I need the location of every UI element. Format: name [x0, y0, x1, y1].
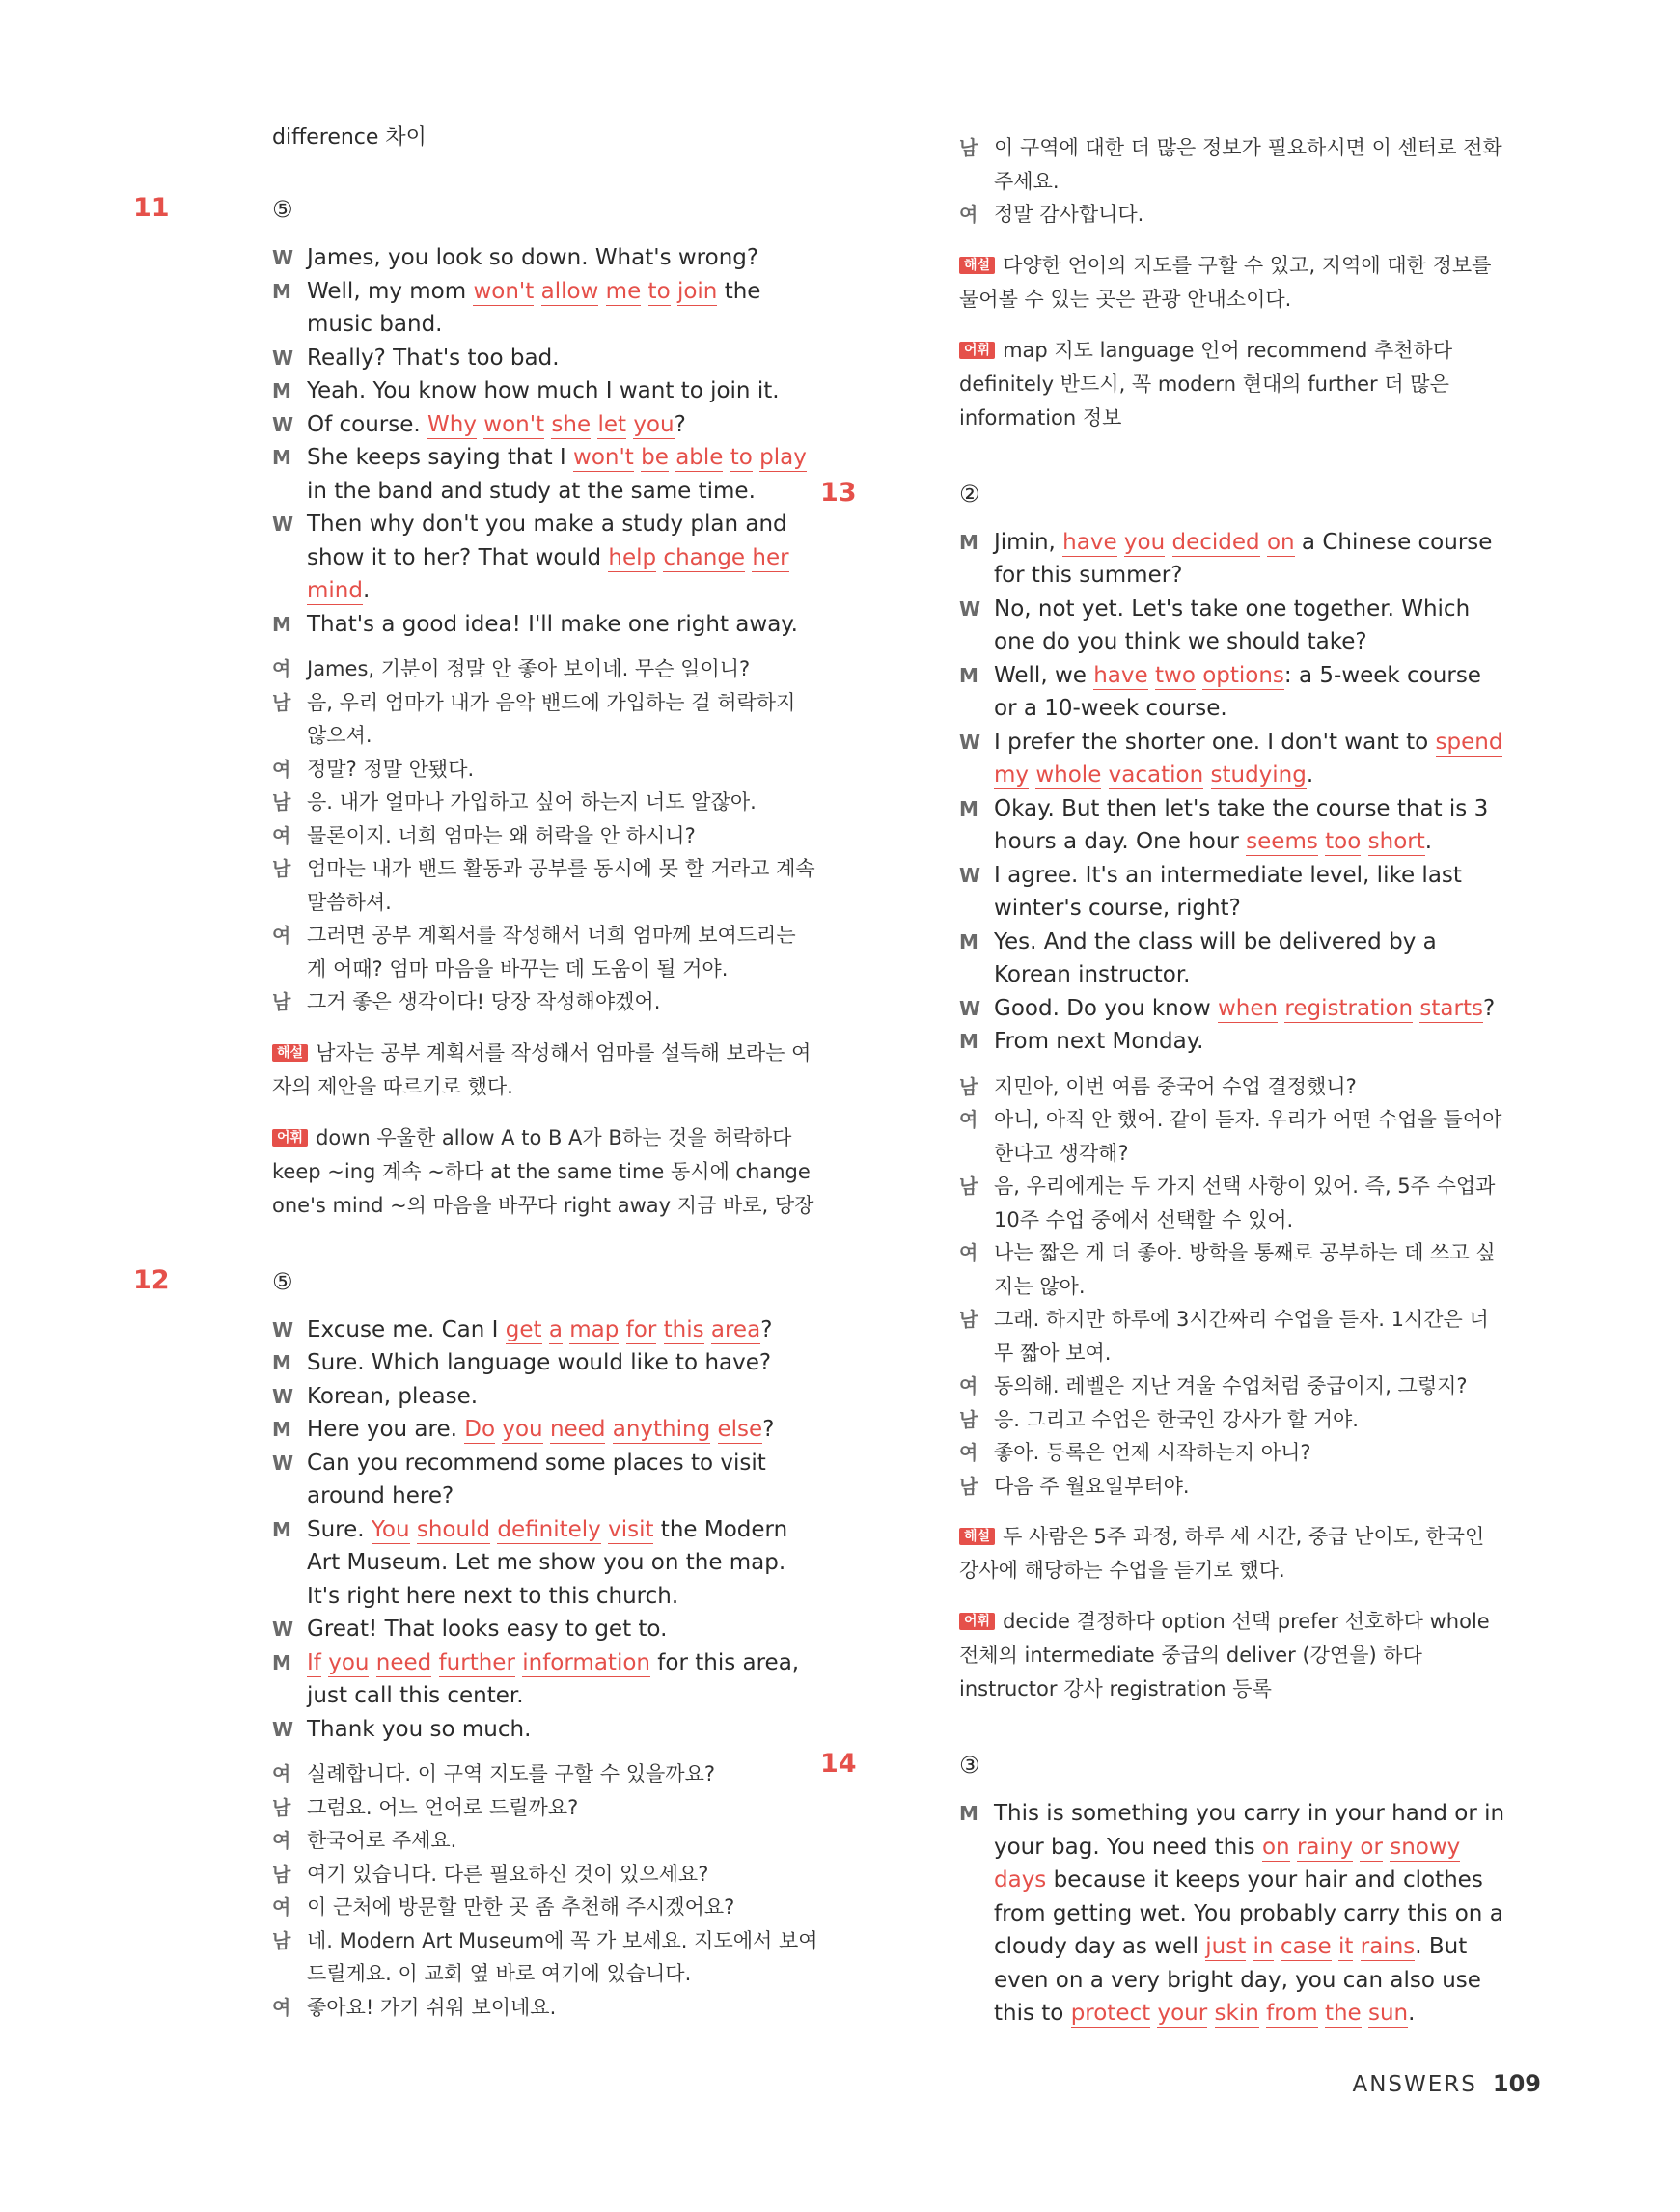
blank-answer: let	[597, 411, 626, 437]
speaker-label: M	[272, 279, 291, 303]
page-number: 109	[1492, 2070, 1541, 2097]
speaker-label: M	[959, 663, 978, 687]
speaker-label: W	[272, 346, 294, 370]
vocab-tag: 어휘	[959, 1613, 995, 1630]
answer-mark: ②	[959, 480, 980, 508]
translation-line	[272, 652, 820, 686]
blank-answer: to	[730, 445, 753, 470]
dialog-text: That's a good idea! I'll make one right away.	[307, 611, 798, 637]
speaker-label: M	[272, 379, 291, 402]
dialog-text: Well, my mom won't allow me to join the music band.	[307, 278, 761, 337]
dialog-korean	[272, 1757, 820, 2024]
dialog-text: Okay. But then let's take the course that is 3 hours a day. One hour seems too short.	[994, 795, 1489, 854]
translation-text: 이 구역에 대한 더 많은 정보가 필요하시면 이 센터로 전화 주세요.	[994, 136, 1502, 193]
dialog-korean	[272, 652, 820, 1019]
blank-answer: you	[328, 1649, 370, 1675]
speaker-label: 남	[959, 1407, 978, 1431]
translation-line	[959, 1436, 1507, 1470]
dialog-line	[959, 593, 1507, 659]
explanation-text: 다양한 언어의 지도를 구할 수 있고, 지역에 대한 정보를 물어볼 수 있는 곳은 관광 안내소이다.	[959, 253, 1492, 311]
dialog-text: Can you recommend some places to visit around here?	[307, 1450, 766, 1508]
dialog-line	[959, 859, 1507, 926]
vocabulary	[959, 334, 1507, 435]
blank-answer: days	[994, 1867, 1047, 1893]
translation-line	[272, 852, 820, 919]
speaker-label: W	[272, 512, 294, 536]
blank-answer: won't	[483, 411, 545, 437]
speaker-label: M	[272, 1351, 291, 1374]
blank-answer: have	[1093, 662, 1148, 688]
blank-answer: it	[1338, 1934, 1354, 1959]
blank-answer: Do	[464, 1417, 496, 1442]
translation-text: 그래. 하지만 하루에 3시간짜리 수업을 듣자. 1시간은 너무 짧아 보여.	[994, 1308, 1489, 1365]
speaker-label: W	[272, 1384, 294, 1408]
dialog-text: Great! That looks easy to get to.	[307, 1617, 668, 1642]
blank-answer: you	[1123, 529, 1166, 555]
translation-text: 좋아요! 가기 쉬워 보이네요.	[307, 1995, 557, 2019]
blank-answer: able	[675, 445, 724, 470]
speaker-label: W	[272, 1717, 294, 1741]
vocab-tag: 어휘	[959, 342, 995, 359]
blank-answer: get	[505, 1316, 542, 1342]
explanation-tag: 해설	[272, 1044, 308, 1062]
blank-answer: else	[717, 1417, 763, 1442]
translation-text: 네. Modern Art Museum에 꼭 가 보세요. 지도에서 보여드릴게요. 이 교회 옆 바로 여기에 있습니다.	[307, 1928, 818, 1985]
dialog-line	[959, 1797, 1507, 2031]
blank-answer: me	[605, 278, 642, 304]
blank-answer: visit	[608, 1516, 654, 1542]
dialog-text: Jimin, have you decided on a Chinese course for this summer?	[994, 529, 1493, 588]
speaker-label: 남	[272, 1795, 291, 1819]
dialog-line	[272, 508, 820, 608]
speaker-label: M	[959, 530, 978, 554]
page-footer	[1352, 2070, 1541, 2097]
translation-line	[272, 1757, 820, 1791]
translation-text: 정말? 정말 안됐다.	[307, 757, 475, 781]
speaker-label: 여	[959, 1374, 978, 1397]
speaker-label: M	[272, 612, 291, 636]
blank-answer: rainy	[1296, 1834, 1354, 1860]
speaker-label: W	[959, 596, 981, 621]
blank-answer: Why	[427, 411, 477, 437]
translation-line	[272, 786, 820, 819]
speaker-label: 남	[959, 1074, 978, 1098]
blank-answer: help	[608, 544, 657, 570]
translation-text: 응. 내가 얼마나 가입하고 싶어 하는지 너도 알잖아.	[307, 790, 757, 814]
answer-mark: ⑤	[272, 1267, 293, 1295]
dialog-korean	[959, 1070, 1507, 1504]
dialog-line	[272, 1713, 820, 1747]
dialog-text: Sure. You should definitely visit the Modern Art Museum. Let me show you on the map. It's right here next to this church.	[307, 1516, 788, 1609]
speaker-label: 여	[959, 1441, 978, 1464]
blank-answer: protect	[1070, 2001, 1151, 2026]
blank-answer: won't	[473, 278, 535, 304]
speaker-label: W	[959, 996, 981, 1020]
answer-mark: ⑤	[272, 196, 293, 223]
speaker-label: 여	[272, 1762, 291, 1785]
speaker-label: M	[959, 929, 978, 954]
blank-answer: need	[375, 1649, 432, 1675]
explanation-tag: 해설	[959, 257, 995, 274]
dialog-line	[959, 926, 1507, 992]
blank-answer: be	[641, 445, 669, 470]
dialog-text: This is something you carry in your hand or in your bag. You need this on rainy or snowy days because it keeps your hair and clothes from getting wet. You probably carry this on a cloudy day as well just in case it rains. But even on a very bright day, you can also use this to protect your skin from the sun.	[994, 1801, 1505, 2026]
blank-answer: short	[1367, 829, 1425, 854]
dialog-text: Yes. And the class will be delivered by a Korean instructor.	[994, 928, 1437, 987]
dialog-line	[272, 1613, 820, 1646]
speaker-label: M	[272, 1418, 291, 1441]
blank-answer: anything	[612, 1417, 711, 1442]
speaker-label: W	[959, 863, 981, 887]
translation-line	[959, 1369, 1507, 1403]
translation-text: James, 기분이 정말 안 좋아 보이네. 무슨 일이니?	[307, 657, 751, 680]
dialog-line	[272, 408, 820, 442]
blank-answer: when	[1217, 995, 1279, 1021]
blank-answer: she	[551, 411, 592, 437]
speaker-label: 여	[272, 1995, 291, 2019]
speaker-label: 남	[959, 1474, 978, 1498]
speaker-label: 여	[272, 823, 291, 847]
speaker-label: 남	[272, 990, 291, 1013]
blank-answer: on	[1266, 529, 1295, 555]
dialog-text: Good. Do you know when registration starts?	[994, 995, 1496, 1021]
dialog-text: James, you look so down. What's wrong?	[307, 245, 759, 270]
dialog-english	[272, 241, 820, 641]
blank-answer: sun	[1368, 2001, 1409, 2026]
vocab-text: decide 결정하다 option 선택 prefer 선호하다 whole 전체의 intermediate 중급의 deliver (강연을) 하다 instructor 강사 registration 등록	[959, 1610, 1490, 1700]
footer-label: ANSWERS	[1352, 2072, 1477, 2097]
speaker-label: M	[959, 796, 978, 820]
dialog-text: Then why don't you make a study plan and show it to her? That would help change her mind.	[307, 512, 789, 603]
dialog-text: Yeah. You know how much I want to join it.	[307, 378, 780, 403]
dialog-english	[272, 1313, 820, 1747]
blank-answer: in	[1253, 1934, 1274, 1959]
explanation-text: 남자는 공부 계획서를 작성해서 엄마를 설득해 보라는 여자의 제안을 따르기로 했다.	[272, 1040, 812, 1098]
speaker-label: W	[272, 1317, 294, 1341]
dialog-line	[272, 1346, 820, 1380]
translation-line	[272, 686, 820, 753]
left-column	[133, 122, 820, 2024]
question-12	[133, 1264, 820, 2025]
translation-text: 다음 주 월요일부터야.	[994, 1474, 1190, 1498]
dialog-line	[959, 792, 1507, 859]
speaker-label: W	[959, 730, 981, 754]
blank-answer: from	[1266, 2001, 1318, 2026]
explanation	[959, 249, 1507, 317]
dialog-english	[959, 1797, 1507, 2031]
translation-text: 엄마는 내가 밴드 활동과 공부를 동시에 못 할 거라고 계속 말씀하셔.	[307, 857, 815, 914]
blank-answer: starts	[1419, 995, 1483, 1021]
translation-text: 아니, 아직 안 했어. 같이 듣자. 우리가 어떤 수업을 들어야 한다고 생각해?	[994, 1108, 1502, 1165]
speaker-label: 여	[272, 924, 291, 947]
translation-text: 물론이지. 너희 엄마는 왜 허락을 안 하시니?	[307, 823, 696, 847]
dialog-english	[959, 526, 1507, 1059]
dialog-line	[959, 526, 1507, 593]
vocab-text: map 지도 language 언어 recommend 추천하다 definitely 반드시, 꼭 modern 현대의 further 더 많은 information 정보	[959, 338, 1453, 429]
dialog-line	[959, 992, 1507, 1026]
speaker-label: 남	[272, 1862, 291, 1886]
blank-answer: a	[548, 1316, 563, 1342]
translation-line	[959, 198, 1507, 232]
translation-line	[959, 131, 1507, 198]
blank-answer: too	[1325, 829, 1362, 854]
question-11	[133, 193, 820, 1223]
translation-text: 그럼요. 어느 언어로 드릴까요?	[307, 1795, 579, 1819]
right-column	[820, 131, 1507, 2031]
dialog-line	[272, 1413, 820, 1447]
blank-answer: spend	[1435, 729, 1503, 755]
blank-answer: to	[647, 278, 671, 304]
explanation-text: 두 사람은 5주 과정, 하루 세 시간, 중급 난이도, 한국인 강사에 해당하는 수업을 듣기로 했다.	[959, 1525, 1485, 1582]
translation-line	[959, 1303, 1507, 1369]
blank-answer: this	[663, 1316, 704, 1342]
translation-text: 음, 우리 엄마가 내가 음악 밴드에 가입하는 걸 허락하지 않으셔.	[307, 690, 796, 747]
blank-answer: the	[1324, 2001, 1362, 2026]
blank-answer: You	[371, 1516, 410, 1542]
dialog-text: Korean, please.	[307, 1383, 479, 1409]
blank-answer: vacation	[1108, 762, 1204, 788]
question-14	[820, 1749, 1507, 2031]
carryover-vocab: difference 차이	[272, 125, 427, 150]
translation-text: 응. 그리고 수업은 한국인 강사가 할 거야.	[994, 1407, 1359, 1431]
speaker-label: W	[272, 1451, 294, 1475]
blank-answer: case	[1280, 1934, 1332, 1959]
question-13	[820, 477, 1507, 1707]
blank-answer: have	[1062, 529, 1117, 555]
blank-answer: skin	[1214, 2001, 1259, 2026]
explanation-tag: 해설	[959, 1528, 995, 1545]
blank-answer: my	[994, 762, 1030, 788]
speaker-label: 남	[272, 790, 291, 814]
translation-text: 한국어로 주세요.	[307, 1829, 457, 1852]
blank-answer: registration	[1284, 995, 1414, 1021]
translation-line	[272, 819, 820, 853]
speaker-label: 남	[959, 136, 978, 159]
dialog-line	[272, 241, 820, 275]
dialog-text: From next Monday.	[994, 1029, 1204, 1054]
translation-line	[959, 1470, 1507, 1504]
vocabulary	[272, 1121, 820, 1223]
speaker-label: 여	[272, 657, 291, 680]
dialog-line	[272, 1646, 820, 1713]
speaker-label: W	[272, 1618, 294, 1641]
translation-text: 음, 우리에게는 두 가지 선택 사항이 있어. 즉, 5주 수업과 10주 수업 중에서 선택할 수 있어.	[994, 1175, 1496, 1231]
blank-answer: further	[438, 1649, 515, 1675]
dialog-text: Of course. Why won't she let you?	[307, 411, 686, 437]
speaker-label: 남	[959, 1308, 978, 1331]
blank-answer: her	[752, 544, 789, 570]
dialog-text: She keeps saying that I won't be able to play in the band and study at the same time.	[307, 445, 807, 504]
translation-text: 그거 좋은 생각이다! 당장 작성해야겠어.	[307, 990, 661, 1013]
dialog-line	[272, 608, 820, 642]
answer-mark: ③	[959, 1752, 980, 1779]
speaker-label: M	[272, 1650, 291, 1674]
blank-answer: need	[549, 1417, 606, 1442]
dialog-text: I prefer the shorter one. I don't want to spend my whole vacation studying.	[994, 729, 1503, 788]
blank-answer: rains	[1360, 1934, 1416, 1959]
translation-line	[272, 1891, 820, 1924]
blank-answer: If	[307, 1649, 321, 1675]
dialog-text: If you need further information for this area, just call this center.	[307, 1649, 800, 1708]
blank-answer: on	[1261, 1834, 1290, 1860]
blank-answer: two	[1154, 662, 1196, 688]
translation-text: 실례합니다. 이 구역 지도를 구할 수 있을까요?	[307, 1762, 716, 1785]
speaker-label: 남	[272, 857, 291, 880]
dialog-text: No, not yet. Let's take one together. Which one do you think we should take?	[994, 595, 1471, 654]
blank-answer: area	[710, 1316, 761, 1342]
blank-answer: your	[1157, 2001, 1208, 2026]
blank-answer: seems	[1246, 829, 1318, 854]
dialog-line	[272, 1380, 820, 1414]
blank-answer: should	[416, 1516, 491, 1542]
question-number: 14	[820, 1749, 857, 1779]
blank-answer: play	[759, 445, 807, 470]
blank-answer: snowy	[1390, 1834, 1461, 1860]
blank-answer: allow	[540, 278, 599, 304]
blank-answer: information	[522, 1649, 650, 1675]
blank-answer: you	[502, 1417, 543, 1442]
translation-text: 이 근처에 방문할 만한 곳 좀 추천해 주시겠어요?	[307, 1895, 735, 1919]
speaker-label: M	[959, 1802, 978, 1825]
question-number: 13	[820, 477, 857, 508]
translation-line	[959, 1403, 1507, 1437]
dialog-line	[272, 374, 820, 408]
speaker-label: 여	[272, 757, 291, 781]
blank-answer: just	[1205, 1934, 1247, 1959]
dialog-line	[272, 342, 820, 375]
vocab-tag: 어휘	[272, 1129, 308, 1147]
dialog-line	[272, 275, 820, 342]
speaker-label: 여	[959, 1241, 978, 1264]
speaker-label: 남	[959, 1175, 978, 1198]
blank-answer: decided	[1171, 529, 1260, 555]
dialog-line	[272, 1447, 820, 1513]
dialog-text: Sure. Which language would like to have?	[307, 1350, 772, 1375]
translation-text: 정말 감사합니다.	[994, 203, 1144, 226]
speaker-label: 남	[272, 1928, 291, 1952]
translation-line	[272, 1791, 820, 1825]
blank-answer: won't	[573, 445, 634, 470]
translation-line	[272, 1858, 820, 1892]
explanation	[272, 1037, 820, 1104]
blank-answer: whole	[1035, 762, 1102, 788]
dialog-text: Well, we have two options: a 5-week course or a 10-week course.	[994, 662, 1481, 721]
dialog-text: Thank you so much.	[307, 1716, 532, 1742]
translation-line	[272, 1924, 820, 1991]
translation-line	[959, 1070, 1507, 1104]
translation-line	[272, 985, 820, 1019]
speaker-label: M	[272, 1517, 291, 1541]
speaker-label: 여	[272, 1895, 291, 1919]
speaker-label: 여	[272, 1829, 291, 1852]
translation-line	[272, 1991, 820, 2025]
speaker-label: W	[272, 246, 294, 269]
blank-answer: mind	[307, 578, 363, 603]
dialog-line	[272, 1313, 820, 1347]
dialog-line	[959, 726, 1507, 792]
translation-text: 동의해. 레벨은 지난 겨울 수업처럼 중급이지, 그렇지?	[994, 1374, 1468, 1397]
dialog-text: Really? That's too bad.	[307, 345, 560, 371]
dialog-text: Here you are. Do you need anything else?	[307, 1417, 775, 1442]
blank-answer: map	[569, 1316, 620, 1342]
translation-text: 그러면 공부 계획서를 작성해서 너희 엄마께 보여드리는 게 어때? 엄마 마음을 바꾸는 데 도움이 될 거야.	[307, 924, 796, 981]
question-number: 11	[133, 193, 170, 223]
blank-answer: or	[1360, 1834, 1383, 1860]
dialog-line	[272, 1513, 820, 1614]
translation-text: 지민아, 이번 여름 중국어 수업 결정했니?	[994, 1074, 1357, 1098]
explanation	[959, 1520, 1507, 1588]
dialog-text: I agree. It's an intermediate level, like last winter's course, right?	[994, 862, 1462, 921]
speaker-label: M	[959, 1030, 978, 1053]
vocab-text: down 우울한 allow A to B A가 B하는 것을 허락하다 keep ~ing 계속 ~하다 at the same time 동시에 change one's mind ~의 마음을 바꾸다 right away 지금 바로, 당장	[272, 1125, 814, 1217]
translation-line	[959, 1170, 1507, 1236]
translation-text: 여기 있습니다. 다른 필요하신 것이 있으세요?	[307, 1862, 709, 1886]
speaker-label: 남	[272, 690, 291, 714]
dialog-text: Excuse me. Can I get a map for this area?	[307, 1316, 773, 1342]
translation-line	[272, 1824, 820, 1858]
translation-line	[272, 919, 820, 985]
speaker-label: 여	[959, 203, 978, 226]
translation-text: 나는 짧은 게 더 좋아. 방학을 통째로 공부하는 데 쓰고 싶지는 않아.	[994, 1241, 1496, 1298]
dialog-line	[959, 659, 1507, 726]
blank-answer: definitely	[497, 1516, 601, 1542]
blank-answer: change	[663, 544, 746, 570]
speaker-label: M	[272, 446, 291, 469]
translation-line	[959, 1236, 1507, 1303]
blank-answer: for	[625, 1316, 657, 1342]
blank-answer: options	[1202, 662, 1284, 688]
vocabulary	[959, 1605, 1507, 1706]
dialog-line	[959, 1025, 1507, 1059]
question-number: 12	[133, 1264, 170, 1295]
blank-answer: studying	[1210, 762, 1307, 788]
dialog-korean-continued	[959, 131, 1507, 232]
speaker-label: 여	[959, 1108, 978, 1131]
translation-line	[959, 1103, 1507, 1170]
translation-line	[272, 753, 820, 787]
speaker-label: W	[272, 412, 294, 436]
blank-answer: join	[676, 278, 718, 304]
blank-answer: you	[633, 411, 675, 437]
translation-text: 좋아. 등록은 언제 시작하는지 아니?	[994, 1441, 1311, 1464]
dialog-line	[272, 441, 820, 508]
